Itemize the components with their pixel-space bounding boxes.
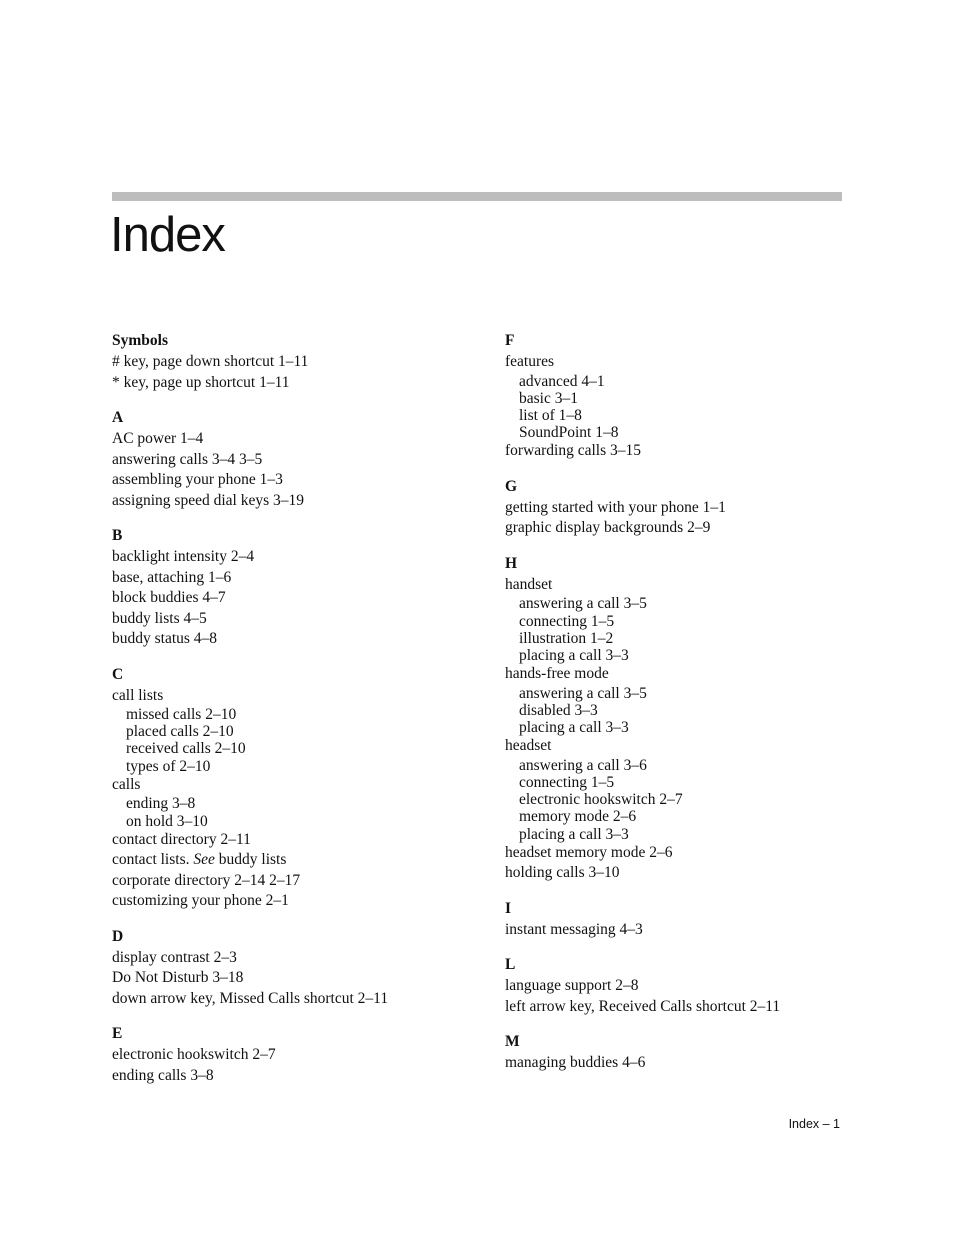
see-label: See [193, 851, 215, 869]
index-entry [112, 948, 492, 969]
sub-entry: advanced 4–1 [519, 372, 605, 390]
index-section [505, 331, 885, 462]
entry-text: instant messaging 4–3 [505, 920, 643, 938]
entry-main [112, 891, 492, 912]
index-entry [112, 1045, 492, 1066]
index-entry [112, 373, 492, 394]
entry-text: call lists [112, 686, 164, 704]
index-entry [505, 976, 885, 997]
index-entry [112, 547, 492, 568]
entry-text: buddy lists 4–5 [112, 609, 207, 627]
sub-entry: connecting 1–5 [519, 773, 615, 791]
entry-main [112, 588, 492, 609]
entry-text: AC power 1–4 [112, 430, 204, 447]
entry-text: features [505, 353, 555, 370]
index-column-left [112, 331, 492, 1101]
index-section [112, 665, 492, 912]
entry-main [112, 830, 492, 851]
index-entry [505, 441, 885, 462]
entry-main [505, 664, 885, 685]
index-entry [112, 775, 492, 830]
index-section [112, 408, 492, 511]
page-title: Index [110, 208, 225, 262]
section-heading: B [112, 527, 123, 544]
entry-main [505, 518, 885, 539]
sub-entry: placing a call 3–3 [519, 719, 629, 737]
entry-main [505, 498, 885, 519]
index-entry [112, 609, 492, 630]
section-heading: F [505, 332, 515, 349]
entry-text: answering calls 3–4 3–5 [112, 450, 263, 468]
index-section [112, 526, 492, 650]
entry-main [505, 843, 885, 864]
index-entry [112, 686, 492, 775]
entry-main [505, 736, 885, 757]
entry-text: block buddies 4–7 [112, 589, 226, 606]
entry-text: graphic display backgrounds 2–9 [505, 519, 711, 537]
sub-entry: on hold 3–10 [126, 812, 208, 830]
entry-text: base, attaching 1–6 [112, 568, 232, 586]
sub-entry: electronic hookswitch 2–7 [519, 791, 683, 809]
sub-entry: types of 2–10 [126, 757, 211, 775]
section-heading: H [505, 554, 518, 572]
section-heading: E [112, 1025, 123, 1043]
index-entry [112, 871, 492, 892]
section-heading: L [505, 956, 516, 974]
sub-entry: memory mode 2–6 [519, 808, 637, 826]
entry-main [505, 441, 885, 462]
entry-main [112, 1066, 492, 1087]
entry-main [112, 470, 492, 491]
entry-text: down arrow key, Missed Calls shortcut 2–11 [112, 989, 389, 1007]
entry-text: managing buddies 4–6 [505, 1054, 646, 1072]
entry-text: left arrow key, Received Calls shortcut 2–11 [505, 997, 781, 1015]
sub-entry: illustration 1–2 [519, 629, 614, 647]
index-section [505, 477, 885, 539]
entry-main [112, 609, 492, 630]
index-entry [112, 629, 492, 650]
index-entry [112, 989, 492, 1010]
index-entry [112, 891, 492, 912]
entry-text: buddy status 4–8 [112, 630, 218, 647]
index-entry [112, 450, 492, 471]
page-footer: Index – 1 [788, 1117, 840, 1131]
entry-main [112, 1045, 492, 1066]
index-section [505, 1032, 885, 1074]
sub-entry: answering a call 3–5 [519, 595, 647, 613]
entry-text: corporate directory 2–14 2–17 [112, 871, 301, 889]
index-entry [112, 568, 492, 589]
entry-main [112, 547, 492, 568]
sub-entry: basic 3–1 [519, 389, 578, 407]
index-section [112, 927, 492, 1010]
section-heading: A [112, 409, 124, 426]
entry-main [112, 352, 492, 373]
index-entry [112, 830, 492, 851]
entry-text: holding calls 3–10 [505, 864, 620, 882]
entry-main [112, 429, 492, 450]
entry-main [505, 352, 885, 373]
sub-entry: missed calls 2–10 [126, 706, 237, 723]
entry-main [112, 629, 492, 650]
entry-main [112, 871, 492, 892]
section-heading: I [505, 899, 512, 917]
index-entry [505, 518, 885, 539]
index-entry [505, 843, 885, 864]
section-heading: Symbols [112, 332, 168, 349]
index-entry [505, 664, 885, 736]
entry-main [505, 997, 885, 1018]
entry-text: handset [505, 575, 553, 593]
entry-main [505, 863, 885, 884]
entry-text: headset [505, 737, 552, 755]
index-entry [112, 470, 492, 491]
entry-main [112, 968, 492, 989]
sub-entry: disabled 3–3 [519, 701, 598, 719]
entry-main [505, 575, 885, 596]
header-rule [112, 192, 842, 201]
index-entry [112, 352, 492, 373]
entry-text: ending calls 3–8 [112, 1066, 214, 1084]
sub-entry: answering a call 3–5 [519, 684, 647, 702]
section-heading: G [505, 477, 518, 495]
entry-text: electronic hookswitch 2–7 [112, 1046, 276, 1064]
sub-entry: placing a call 3–3 [519, 825, 629, 843]
index-section [505, 955, 885, 1017]
entry-text: display contrast 2–3 [112, 948, 237, 966]
index-entry [505, 498, 885, 519]
entry-text: contact lists. [112, 851, 190, 869]
entry-main [505, 920, 885, 941]
entry-text: contact directory 2–11 [112, 830, 251, 848]
index-section [505, 554, 885, 884]
index-entry [505, 736, 885, 843]
index-section [505, 899, 885, 941]
sub-entry: list of 1–8 [519, 406, 582, 424]
sub-entry: connecting 1–5 [519, 612, 615, 630]
index-entry [112, 1066, 492, 1087]
index-entry [112, 429, 492, 450]
entry-text: backlight intensity 2–4 [112, 548, 255, 565]
entry-text: assigning speed dial keys 3–19 [112, 491, 305, 509]
index-entry [112, 588, 492, 609]
entry-text: headset memory mode 2–6 [505, 843, 673, 861]
entry-text: forwarding calls 3–15 [505, 442, 642, 460]
entry-main [112, 948, 492, 969]
entry-main [112, 850, 492, 871]
entry-main [112, 373, 492, 394]
index-entry [112, 968, 492, 989]
section-heading: M [505, 1033, 520, 1051]
see-target: buddy lists [218, 851, 287, 869]
index-section [112, 1024, 492, 1086]
entry-main [505, 1053, 885, 1074]
index-entry [505, 863, 885, 884]
sub-entry: SoundPoint 1–8 [519, 424, 619, 442]
index-entry [112, 850, 492, 871]
index-entry [112, 491, 492, 512]
entry-text: getting started with your phone 1–1 [505, 498, 726, 516]
entry-main [505, 976, 885, 997]
index-entry [505, 1053, 885, 1074]
entry-main [112, 450, 492, 471]
sub-entry: answering a call 3–6 [519, 756, 647, 774]
index-entry [505, 920, 885, 941]
sub-entry: ending 3–8 [126, 795, 196, 813]
sub-entry: placing a call 3–3 [519, 646, 629, 664]
entry-text: * key, page up shortcut 1–11 [112, 373, 290, 391]
index-column-right [505, 331, 885, 1089]
entry-text: hands-free mode [505, 665, 609, 683]
index-entry [505, 352, 885, 441]
entry-text: customizing your phone 2–1 [112, 892, 289, 910]
index-entry [505, 997, 885, 1018]
entry-main [112, 686, 492, 707]
entry-text: Do Not Disturb 3–18 [112, 969, 244, 987]
sub-entry: placed calls 2–10 [126, 723, 234, 741]
index-section [112, 331, 492, 393]
section-heading: D [112, 927, 124, 945]
index-entry [505, 575, 885, 664]
entry-main [112, 989, 492, 1010]
entry-text: assembling your phone 1–3 [112, 471, 283, 488]
entry-main [112, 568, 492, 589]
entry-text: # key, page down shortcut 1–11 [112, 353, 309, 370]
sub-entry: received calls 2–10 [126, 740, 246, 758]
entry-main [112, 491, 492, 512]
entry-main [112, 775, 492, 796]
section-heading: C [112, 665, 124, 683]
entry-text: language support 2–8 [505, 977, 639, 995]
entry-text: calls [112, 775, 141, 793]
